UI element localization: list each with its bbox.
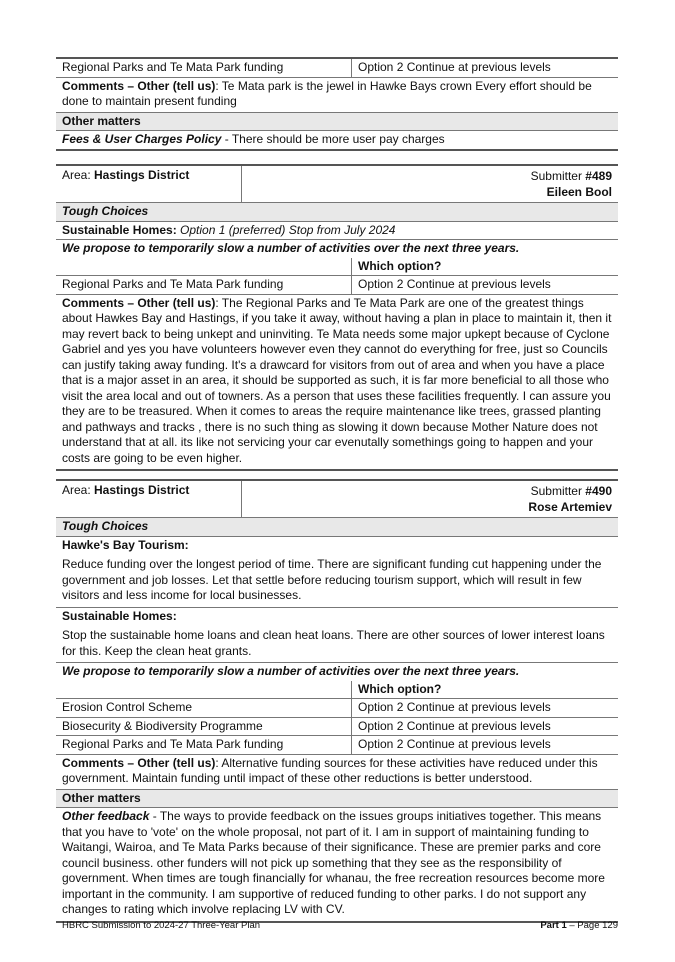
comments-text: : Te Mata park is the jewel in Hawke Bays crown Every effort should be done to maintain present funding [62,78,592,108]
activity-name: Erosion Control Scheme [56,699,352,717]
submission-489 [56,164,618,471]
sustainable-homes: Sustainable Homes: Option 1 (preferred) Stop from July 2024 [56,222,618,241]
activity-option: Option 2 Continue at previous levels [358,277,551,291]
other-matters-heading: Other matters [56,113,618,132]
submission-block-continued [56,57,618,151]
tough-choices-heading: Tough Choices [56,203,618,222]
activity-option: Option 2 Continue at previous levels [358,718,551,733]
submitter-name: Rose Artemiev [528,500,612,514]
submitter-number: #489 [585,169,612,183]
activity-row [56,718,618,737]
footer-title: HBRC Submission to 2024-27 Three-Year Plan [62,920,261,931]
which-option-row [56,681,618,700]
activity-option: Option 2 Continue at previous levels [358,700,551,714]
fees-policy [56,131,618,151]
comments [56,755,618,790]
activity-row [56,57,618,78]
submitter-number: #490 [585,484,612,498]
other-matters-heading: Other matters [56,790,618,809]
fees-label: Fees & User Charges Policy [62,132,222,146]
activity-option: Option 2 Continue at previous levels [358,60,551,74]
other-feedback [56,808,618,923]
page-footer [62,918,618,934]
submitter-name: Eileen Bool [546,185,612,199]
activity-name: Biosecurity & Biodiversity Programme [56,718,352,736]
fees-text: - There should be more user pay charges [221,132,445,146]
tourism-label: Hawke's Bay Tourism: [62,537,189,552]
comments-label: Comments – Other (tell us) [62,755,216,770]
area-value: Hastings District [94,168,190,182]
area: Area: Hastings District [56,481,242,517]
activity-row [56,276,618,295]
comments-label: Comments – Other (tell us) [62,295,216,310]
area-row [56,164,618,203]
area: Area: Hastings District [56,166,242,202]
submission-490 [56,479,618,923]
tourism-section [56,537,618,608]
submitter: Submitter #490 Rose Artemiev [528,484,612,514]
feedback-label: Other feedback [62,809,150,823]
comments-text: : The Regional Parks and Te Mata Park are one of the greatest things about Hawkes Bay and Hastings, if you take it away, without having a plan in place to maintain it, then it may revert back to being unkept and uninviting. Te Mata needs some major upkept because of Cyclone Gabriel and yes you have volunteers however even they cannot do everything for free, just so Councils can justify taking away funding. It's a drawcard for visitors from out of area and when you have a place that is a major asset in an area, it should be supported as such, it is far more beneficial to all those who visit the area local and out of towners. As a person that uses these facilities frequently. I can assure you they are to be treasured. When it comes to areas the require maintenance like trees, grassed planting and pathways and tracks , there is no such thing as slowing it down because Mother Nature does not understand that at all. its like not servicing your car evenutally somethings going to happen and your costs are going to be even higher. [62,295,612,465]
comments-text: : Alternative funding sources for these activities have reduced under this government. Maintain funding until impact of these other reductions is better understood. [62,755,598,785]
activity-name: Regional Parks and Te Mata Park funding [56,736,352,754]
activity-option: Option 2 Continue at previous levels [358,737,551,751]
which-option-row [56,258,618,277]
tough-choices-heading: Tough Choices [56,518,618,537]
feedback-text: - The ways to provide feedback on the issues groups initiatives together. This means that you have to 'vote' on the whole proposal, not part of it. I am in support of maintaining funding to Waitangi, Wairoa, and Te Mata Parks because of their significance. These are premier parks and core council business. other funders will not pick up something that they see as the responsibility of government. When times are tough financially for whanau, the free recreation resources become more important in the community. I am supportive of reduced funding to other parks. I do not support any changes to rating which involve replacing LV with CV. [62,809,605,916]
sustainable-value: Option 1 (preferred) Stop from July 2024 [180,222,396,237]
propose-text: We propose to temporarily slow a number of activities over the next three years. [62,241,520,255]
which-option-header: Which option? [358,681,442,696]
activity-row [56,736,618,755]
page-number: Part 1 – Page 129 [540,920,618,931]
comments-label: Comments – Other (tell us) [62,78,216,93]
propose-text: We propose to temporarily slow a number of activities over the next three years. [62,664,520,678]
sustainable-label: Sustainable Homes: [62,608,177,623]
area-row [56,479,618,518]
activity-name: Regional Parks and Te Mata Park funding [56,59,352,77]
submitter: Submitter #489 Eileen Bool [530,169,612,199]
sustainable-section [56,608,618,664]
comments [56,295,618,472]
activity-row [56,699,618,718]
which-option-header: Which option? [358,258,442,273]
activity-name: Regional Parks and Te Mata Park funding [56,276,352,294]
tourism-text: Reduce funding over the longest period of time. There are significant funding cut happening under the government and job losses. Let that settle before reducing tourism support, which will result in few visitors and less income for local businesses. [62,557,602,602]
area-value: Hastings District [94,483,190,497]
sustainable-text: Stop the sustainable home loans and clean heat loans. There are other sources of lower interest loans for this. Keep the clean heat grants. [62,628,605,658]
comments [56,78,618,113]
